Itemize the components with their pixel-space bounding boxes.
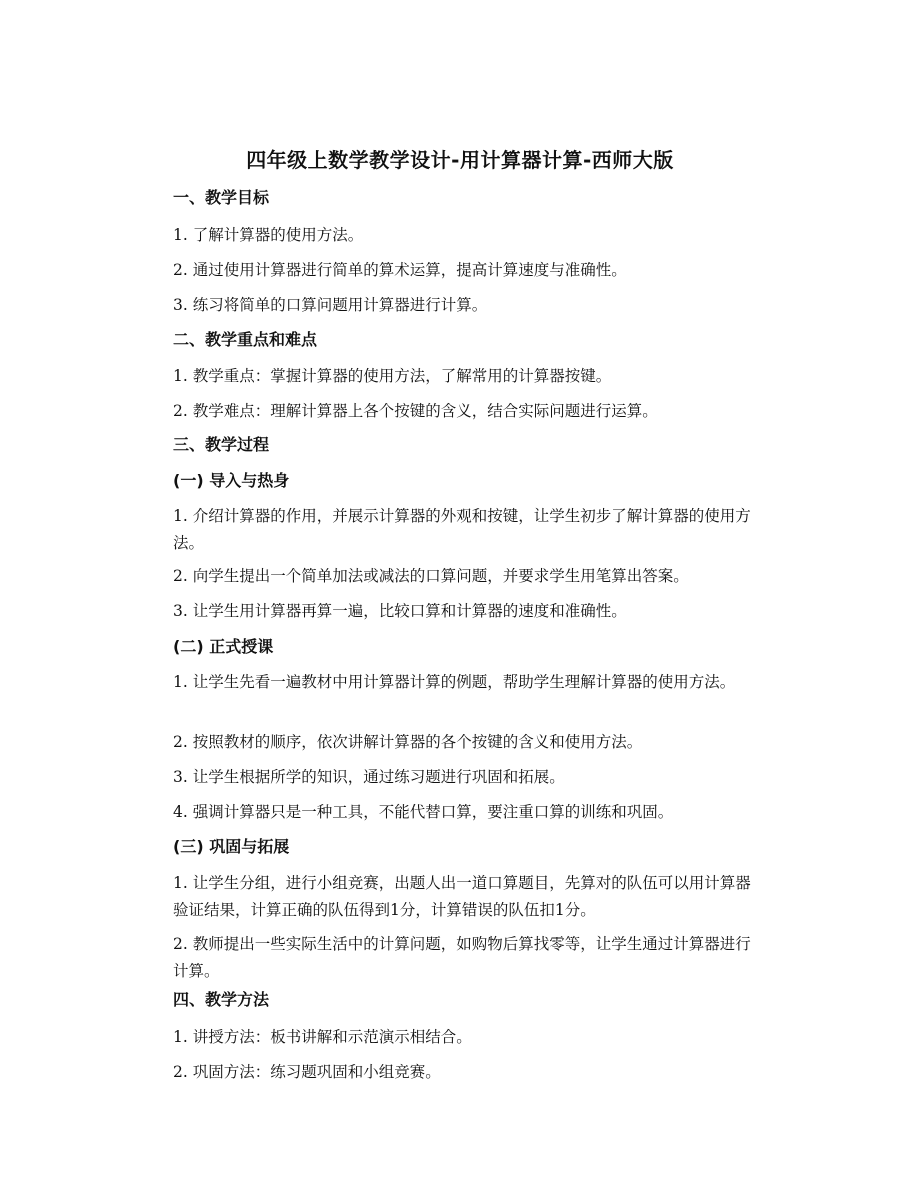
objective-item: 3. 练习将简单的口算问题用计算器进行计算。 xyxy=(173,296,488,314)
process-item: 1. 让学生分组，进行小组竞赛，出题人出一道口算题目，先算对的队伍可以用计算器验证结果，计算正确的队伍得到1分，计算错误的队伍扣1分。 xyxy=(173,874,751,919)
process-item: 1. 让学生先看一遍教材中用计算器计算的例题，帮助学生理解计算器的使用方法。 xyxy=(173,673,736,691)
method-item: 1. 讲授方法：板书讲解和示范演示相结合。 xyxy=(173,1028,472,1046)
key-point-item: 2. 教学难点：理解计算器上各个按键的含义，结合实际问题进行运算。 xyxy=(173,402,658,420)
subsection-heading-lesson: (二) 正式授课 xyxy=(173,637,274,656)
process-item: 3. 让学生根据所学的知识，通过练习题进行巩固和拓展。 xyxy=(173,768,565,786)
document-title: 四年级上数学教学设计-用计算器计算-西师大版 xyxy=(246,148,674,172)
subsection-heading-warmup: (一) 导入与热身 xyxy=(173,471,290,490)
section-heading-objectives: 一、教学目标 xyxy=(173,188,270,207)
process-item: 1. 介绍计算器的作用，并展示计算器的外观和按键，让学生初步了解计算器的使用方法。 xyxy=(173,507,751,552)
objective-item: 2. 通过使用计算器进行简单的算术运算，提高计算速度与准确性。 xyxy=(173,261,627,279)
process-item: 2. 按照教材的顺序，依次讲解计算器的各个按键的含义和使用方法。 xyxy=(173,733,643,751)
section-heading-process: 三、教学过程 xyxy=(173,435,270,454)
section-heading-methods: 四、教学方法 xyxy=(173,990,270,1009)
subsection-heading-consolidation: (三) 巩固与拓展 xyxy=(173,837,290,856)
process-item: 3. 让学生用计算器再算一遍，比较口算和计算器的速度和准确性。 xyxy=(173,602,627,620)
process-item: 2. 教师提出一些实际生活中的计算问题，如购物后算找零等，让学生通过计算器进行计算。 xyxy=(173,935,751,980)
objective-item: 1. 了解计算器的使用方法。 xyxy=(173,226,364,244)
section-heading-key-points: 二、教学重点和难点 xyxy=(173,330,318,349)
key-point-item: 1. 教学重点：掌握计算器的使用方法，了解常用的计算器按键。 xyxy=(173,367,612,385)
method-item: 2. 巩固方法：练习题巩固和小组竞赛。 xyxy=(173,1063,441,1081)
process-item: 4. 强调计算器只是一种工具，不能代替口算，要注重口算的训练和巩固。 xyxy=(173,803,674,821)
process-item: 2. 向学生提出一个简单加法或减法的口算问题，并要求学生用笔算出答案。 xyxy=(173,567,689,585)
